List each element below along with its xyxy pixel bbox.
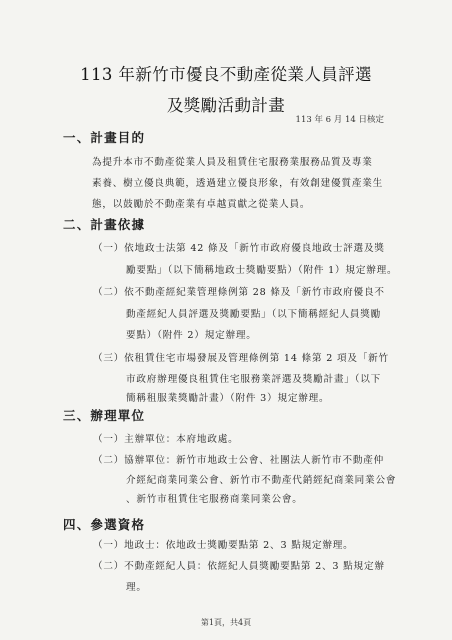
list-item-line: （一）依地政士法第 42 條及「新竹市政府優良地政士評選及獎 xyxy=(93,243,385,254)
list-item-line: （一）主辦單位：本府地政處。 xyxy=(93,434,239,445)
list-item-line: （二）協辦單位：新竹市地政士公會、社團法人新竹市不動產仲 xyxy=(93,455,385,466)
page-number: 第1頁，共4頁 xyxy=(200,618,252,627)
list-item-line: 介經紀商業同業公會、新竹市不動產代銷經紀商業同業公會 xyxy=(126,475,397,486)
section-heading-eligibility: 四、參選資格 xyxy=(63,517,146,532)
section-heading-purpose: 一、計畫目的 xyxy=(63,130,146,145)
section-heading-units: 三、辦理單位 xyxy=(63,408,146,423)
list-item-line: （二）不動產經紀人員：依經紀人員獎勵要點第 2、3 點規定辦 xyxy=(93,561,385,572)
list-item-line: 勵要點」（以下簡稱地政士獎勵要點）（附件 1）規定辦理。 xyxy=(126,265,398,276)
paragraph-line: 素養、樹立優良典範，透過建立優良形象，有效創建優質產業生 xyxy=(92,178,384,189)
list-item-line: （一）地政士：依地政士獎勵要點第 2、3 點規定辦理。 xyxy=(93,540,354,551)
list-item-line: 市政府辦理優良租賃住宅服務業評選及獎勵計畫」（以下 xyxy=(126,374,382,385)
list-item-line: 、新竹市租賃住宅服務商業同業公會。 xyxy=(126,494,303,505)
document-title-line-2: 及獎勵活動計畫 xyxy=(166,96,286,115)
section-heading-basis: 二、計畫依據 xyxy=(63,217,146,232)
list-item-line: 理。 xyxy=(126,582,147,593)
approval-date: 113 年 6 月 14 日核定 xyxy=(295,115,384,125)
list-item-line: 要點）（附件 2）規定辦理。 xyxy=(126,330,257,341)
list-item-line: 動產經紀人員評選及獎勵要點」（以下簡稱經紀人員獎勵 xyxy=(126,309,382,320)
document-title-line-1: 113 年新竹市優良不動產從業人員評選 xyxy=(80,65,372,84)
paragraph-line: 態，以鼓勵於不動產業有卓越貢獻之從業人員。 xyxy=(92,199,311,210)
list-item-line: （二）依不動產經紀業管理條例第 28 條及「新竹市政府優良不 xyxy=(93,287,385,298)
list-item-line: （三）依租賃住宅市場發展及管理條例第 14 條第 2 項及「新竹 xyxy=(93,353,389,364)
list-item-line: 簡稱租服業獎勵計畫）（附件 3）規定辦理。 xyxy=(126,393,330,404)
paragraph-line: 為提升本市不動產從業人員及租賃住宅服務業服務品質及專業 xyxy=(92,157,373,168)
